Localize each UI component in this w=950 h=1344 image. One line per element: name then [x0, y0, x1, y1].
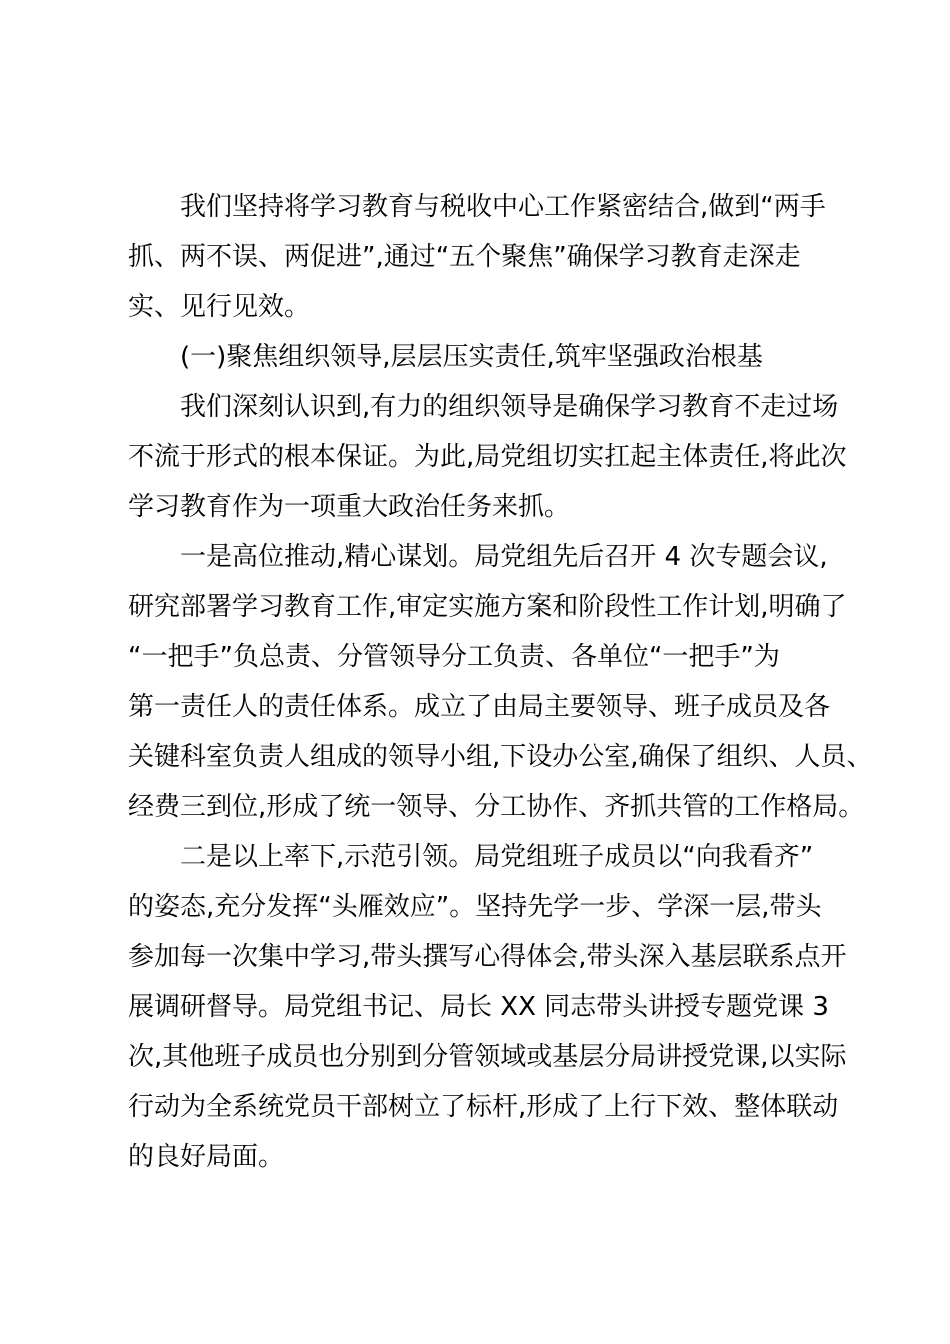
text-line: 不流于形式的根本保证。为此,局党组切实扛起主体责任,将此次 — [128, 442, 847, 472]
text-line: 实、见行见效。 — [128, 292, 311, 322]
text-line: 行动为全系统党员干部树立了标杆,形成了上行下效、整体联动 — [128, 1092, 839, 1122]
text-line: 研究部署学习教育工作,审定实施方案和阶段性工作计划,明确了 — [128, 592, 847, 622]
text-line: 展调研督导。局党组书记、局长 XX 同志带头讲授专题党课 3 — [128, 992, 829, 1022]
paragraph-organization — [128, 382, 850, 532]
text-line: 二是以上率下,示范引领。局党组班子成员以“向我看齐” — [180, 842, 814, 872]
text-line: 我们深刻认识到,有力的组织领导是确保学习教育不走过场 — [180, 392, 839, 422]
text-line: 次,其他班子成员也分别到分管领域或基层分局讲授党课,以实际 — [128, 1042, 847, 1072]
text-line: 一是高位推动,精心谋划。局党组先后召开 4 次专题会议, — [180, 542, 828, 572]
text-line: 第一责任人的责任体系。成立了由局主要领导、班子成员及各 — [128, 692, 831, 722]
text-line: 抓、两不误、两促进”,通过“五个聚焦”确保学习教育走深走 — [128, 242, 801, 272]
text-line: 关键科室负责人组成的领导小组,下设办公室,确保了组织、人员、 — [128, 742, 873, 772]
text-line: 学习教育作为一项重大政治任务来抓。 — [128, 492, 571, 522]
document-body — [128, 182, 873, 1182]
text-line: “一把手”负总责、分管领导分工负责、各单位“一把手”为 — [128, 642, 780, 672]
text-line: 的良好局面。 — [128, 1142, 285, 1172]
text-line: 我们坚持将学习教育与税收中心工作紧密结合,做到“两手 — [180, 192, 826, 222]
text-line: 经费三到位,形成了统一领导、分工协作、齐抓共管的工作格局。 — [128, 792, 865, 822]
paragraph-high-level-push — [128, 532, 873, 832]
paragraph-intro — [128, 182, 850, 332]
text-line: 参加每一次集中学习,带头撰写心得体会,带头深入基层联系点开 — [128, 942, 847, 972]
section-heading — [128, 332, 850, 382]
heading-line: (一)聚焦组织领导,层层压实责任,筑牢坚强政治根基 — [180, 342, 763, 372]
paragraph-lead-by-example — [128, 832, 850, 1182]
text-line: 的姿态,充分发挥“头雁效应”。坚持先学一步、学深一层,带头 — [128, 892, 822, 922]
